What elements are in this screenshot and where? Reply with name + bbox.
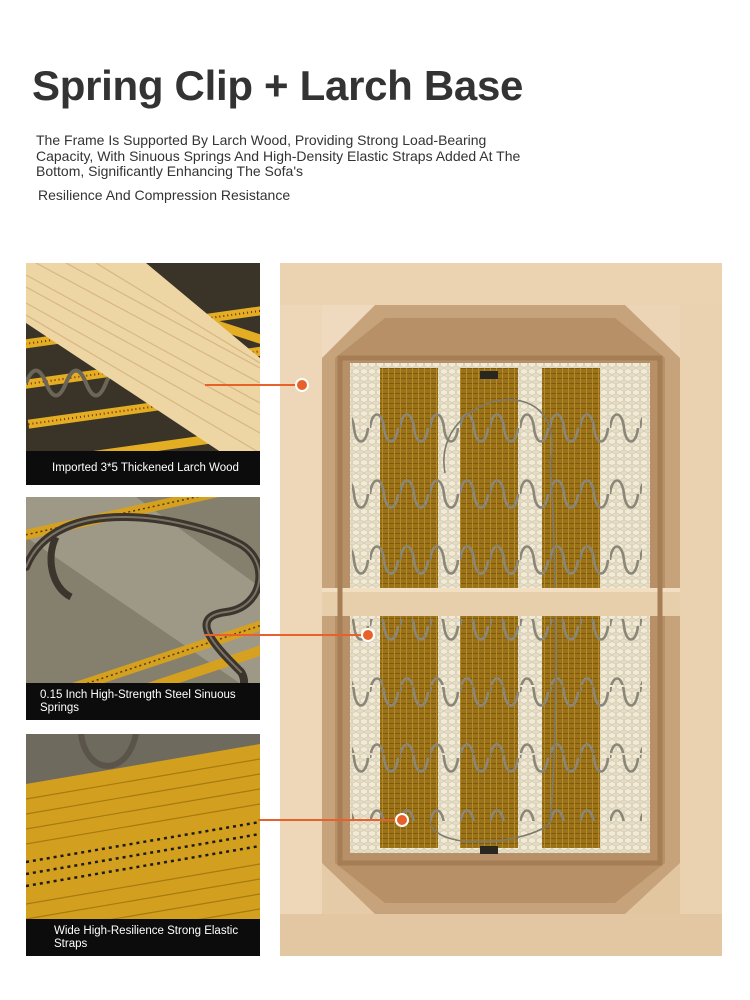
feature-caption-larch-wood: Imported 3*5 Thickened Larch Wood — [26, 451, 260, 485]
feature-caption-steel-springs: 0.15 Inch High-Strength Steel Sinuous Springs — [26, 683, 260, 720]
callout-dot-larch — [296, 379, 308, 391]
page-description: The Frame Is Supported By Larch Wood, Providing Strong Load-Bearing Capacity, With Sinuous Springs And High-Density Elastic Straps Added At The Bottom, Significantly Enhancing The Sofa's — [36, 132, 521, 179]
callout-dot-straps — [396, 814, 408, 826]
page-title: Spring Clip + Larch Base — [32, 62, 524, 109]
page-description-continued: Resilience And Compression Resistance — [38, 187, 291, 203]
feature-caption-elastic-straps: Wide High-Resilience Strong Elastic Straps — [26, 919, 260, 956]
callout-dot-springs — [362, 629, 374, 641]
